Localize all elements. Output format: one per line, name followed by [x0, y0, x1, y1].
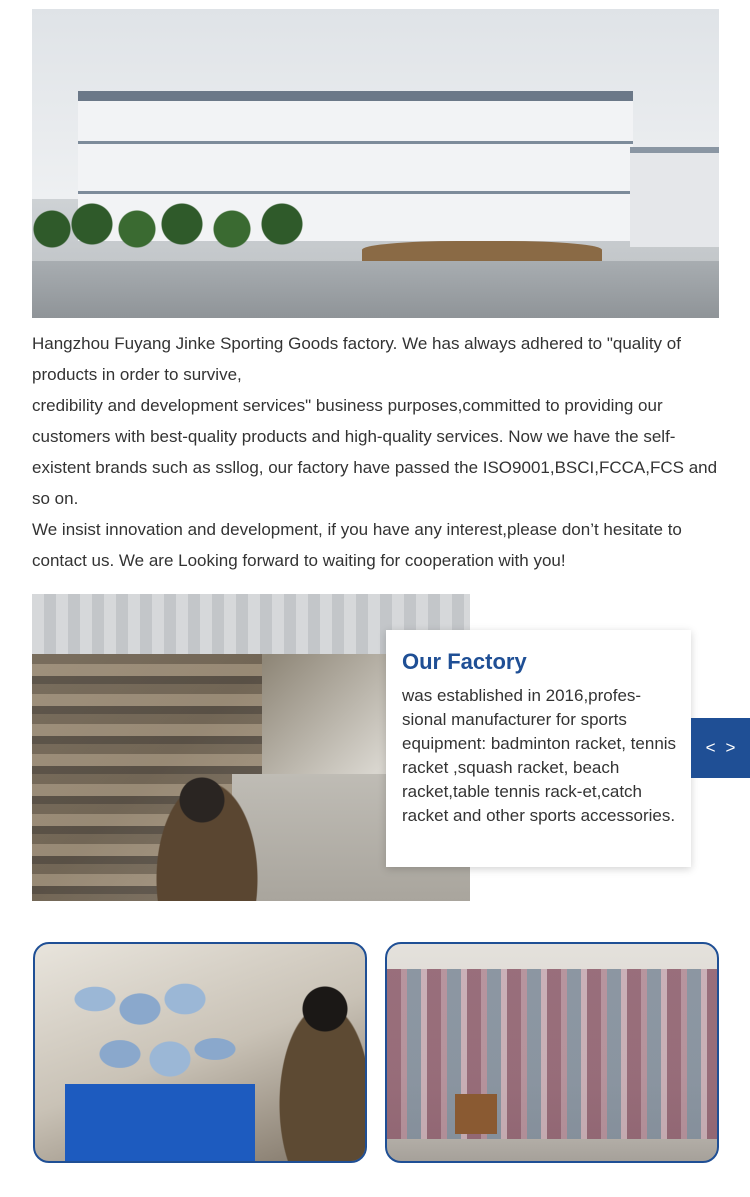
soil-mound — [362, 241, 602, 263]
company-intro — [32, 328, 722, 576]
blue-crate — [65, 1084, 255, 1163]
racket-stringing-photo — [33, 942, 367, 1163]
intro-paragraph-3: We insist innovation and development, if you have any interest,please don’t hesitate to contact us. We are Looking forward to waiting for cooperation with you! — [32, 520, 682, 570]
prev-arrow-icon[interactable]: < — [705, 738, 716, 757]
warehouse-photo — [32, 9, 719, 318]
wooden-stool — [455, 1094, 497, 1134]
racket-frame-stacks — [387, 969, 717, 1139]
road — [32, 261, 719, 318]
side-building — [630, 147, 719, 247]
racket-stack — [65, 969, 245, 1089]
carousel-nav — [691, 718, 750, 778]
worker — [152, 774, 262, 901]
racket-frames-photo — [385, 942, 719, 1163]
intro-paragraph-2: credibility and development services" business purposes,committed to providing our customers with best-quality products and high-quality services. Now we have the self-existent brands such as ssllog, our factory have passed the ISO9001,BSCI,FCCA,FCS and so on. — [32, 396, 718, 508]
factory-description: was established in 2016,profes-sional manufacturer for sports equipment: badminton racket, tennis racket ,squash racket, beach racket,table tennis rack-et,catch racket and other sports accessories. — [402, 686, 677, 825]
factory-title: Our Factory — [402, 649, 527, 674]
worker — [265, 974, 367, 1163]
next-arrow-icon[interactable]: > — [725, 738, 736, 757]
intro-paragraph-1: Hangzhou Fuyang Jinke Sporting Goods factory. We has always adhered to "quality of products in order to survive, — [32, 334, 681, 384]
trees — [32, 199, 322, 259]
factory-info-card — [386, 630, 691, 867]
